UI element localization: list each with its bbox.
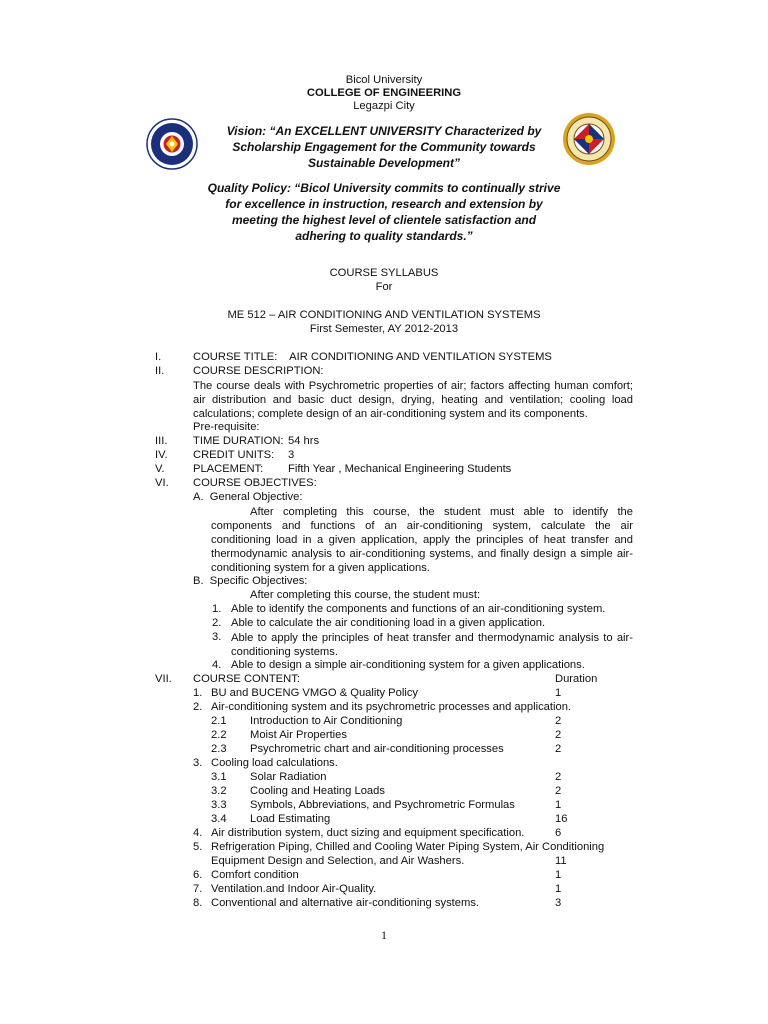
content-number: 3. bbox=[193, 757, 203, 769]
course-content-heading: COURSE CONTENT: bbox=[193, 673, 300, 685]
syllabus-for: For bbox=[375, 281, 393, 293]
section-num-vii: VII. bbox=[155, 673, 172, 685]
vision-line-3: Sustainable Development” bbox=[307, 156, 461, 170]
section-num-vi: VI. bbox=[155, 477, 169, 489]
specific-objectives-label: B. Specific Objectives: bbox=[193, 575, 308, 587]
content-duration: 2 bbox=[555, 743, 562, 755]
objective-text: Able to design a simple air-conditioning system for a given applications. bbox=[231, 659, 585, 671]
content-topic: Air distribution system, duct sizing and equipment specification. bbox=[211, 827, 525, 839]
content-topic: Refrigeration Piping, Chilled and Cooling Water Piping System, Air Conditioning bbox=[211, 841, 605, 853]
city-name: Legazpi City bbox=[353, 100, 415, 112]
specific-objectives-intro: After completing this course, the student must: bbox=[250, 589, 481, 601]
content-number: 2.3 bbox=[211, 743, 227, 755]
duration-header: Duration bbox=[555, 673, 598, 685]
content-topic: Cooling and Heating Loads bbox=[250, 785, 385, 797]
time-duration-label: TIME DURATION: bbox=[193, 435, 284, 447]
credit-units-value: 3 bbox=[288, 449, 295, 461]
content-topic: Solar Radiation bbox=[250, 771, 327, 783]
vision-line-2: Scholarship Engagement for the Community towards bbox=[232, 140, 536, 154]
content-duration: 2 bbox=[555, 715, 562, 727]
objective-number: 3. bbox=[212, 631, 222, 643]
general-objective-text: After completing this course, the student must able to identify the components and functions of an air-conditioning system, calculate the air conditioning load in a given application, apply the principles of heat transfer and thermodynamic analysis to air-conditioning systems, and finally design a simple air-conditioning system for a given applications. bbox=[211, 506, 633, 574]
course-description: The course deals with Psychrometric properties of air; factors affecting human comfort; air distribution and basic duct design, drying, heating and ventilation; cooling load calculations; complete design of an air-conditioning system and its components. bbox=[193, 380, 633, 420]
objective-text: Able to apply the principles of heat transfer and thermodynamic analysis to air-conditioning systems. bbox=[231, 632, 633, 658]
content-topic: Cooling load calculations. bbox=[211, 757, 338, 769]
placement-value: Fifth Year , Mechanical Engineering Students bbox=[288, 463, 512, 475]
course-code-title: ME 512 – AIR CONDITIONING AND VENTILATION SYSTEMS bbox=[227, 309, 541, 321]
quality-policy-line-3: meeting the highest level of clientele satisfaction and bbox=[231, 213, 537, 227]
content-duration: 2 bbox=[555, 785, 562, 797]
course-objectives-heading: COURSE OBJECTIVES: bbox=[193, 477, 317, 489]
content-number: 7. bbox=[193, 883, 203, 895]
content-duration: 1 bbox=[555, 687, 562, 699]
objective-number: 1. bbox=[212, 603, 222, 615]
content-topic: Comfort condition bbox=[211, 869, 299, 881]
vision-line-1: Vision: “An EXCELLENT UNIVERSITY Characterized by bbox=[226, 124, 542, 138]
content-topic: Moist Air Properties bbox=[250, 729, 347, 741]
content-duration: 11 bbox=[555, 855, 567, 867]
course-title: COURSE TITLE: AIR CONDITIONING AND VENTILATION SYSTEMS bbox=[193, 351, 552, 363]
content-number: 6. bbox=[193, 869, 203, 881]
page-number: 1 bbox=[381, 928, 387, 942]
content-topic: Ventilation.and Indoor Air-Quality. bbox=[211, 883, 377, 895]
quality-policy-line-1: Quality Policy: “Bicol University commits to continually strive bbox=[207, 181, 561, 195]
credit-units-label: CREDIT UNITS: bbox=[193, 449, 275, 461]
content-duration: 2 bbox=[555, 771, 562, 783]
section-num-iii: III. bbox=[155, 435, 168, 447]
general-objective-label: A. General Objective: bbox=[193, 491, 303, 503]
content-duration: 3 bbox=[555, 897, 562, 909]
college-name: COLLEGE OF ENGINEERING bbox=[306, 87, 462, 99]
content-topic-continued: Equipment Design and Selection, and Air Washers. bbox=[211, 855, 465, 867]
university-name: Bicol University bbox=[345, 74, 423, 86]
content-topic: BU and BUCENG VMGO & Quality Policy bbox=[211, 687, 419, 699]
objective-number: 4. bbox=[212, 659, 222, 671]
content-number: 4. bbox=[193, 827, 203, 839]
objective-number: 2. bbox=[212, 617, 222, 629]
content-duration: 6 bbox=[555, 827, 562, 839]
content-topic: Psychrometric chart and air-conditioning processes bbox=[250, 743, 504, 755]
prerequisite: Pre-requisite: bbox=[193, 421, 260, 433]
content-duration: 1 bbox=[555, 799, 562, 811]
content-duration: 2 bbox=[555, 729, 562, 741]
content-number: 2.2 bbox=[211, 729, 227, 741]
time-duration-value: 54 hrs bbox=[288, 435, 320, 447]
course-description-heading: COURSE DESCRIPTION: bbox=[193, 365, 324, 377]
section-num-iv: IV. bbox=[155, 449, 168, 461]
section-num-ii: II. bbox=[155, 365, 165, 377]
content-topic: Introduction to Air Conditioning bbox=[250, 715, 403, 727]
objective-text: Able to identify the components and functions of an air-conditioning system. bbox=[231, 603, 606, 615]
content-number: 3.1 bbox=[211, 771, 227, 783]
content-duration: 1 bbox=[555, 869, 562, 881]
content-number: 1. bbox=[193, 687, 203, 699]
placement-label: PLACEMENT: bbox=[193, 463, 264, 475]
content-duration: 16 bbox=[555, 813, 568, 825]
content-number: 2. bbox=[193, 701, 203, 713]
content-duration: 1 bbox=[555, 883, 562, 895]
content-topic: Air-conditioning system and its psychrometric processes and application. bbox=[211, 701, 572, 713]
content-number: 8. bbox=[193, 897, 203, 909]
quality-policy-line-2: for excellence in instruction, research and extension by bbox=[225, 197, 543, 211]
section-num-i: I. bbox=[155, 351, 162, 363]
content-number: 3.3 bbox=[211, 799, 227, 811]
syllabus-heading: COURSE SYLLABUS bbox=[329, 267, 439, 279]
content-number: 3.2 bbox=[211, 785, 227, 797]
content-number: 2.1 bbox=[211, 715, 227, 727]
quality-policy-line-4: adhering to quality standards.” bbox=[295, 229, 473, 243]
objective-text: Able to calculate the air conditioning load in a given application. bbox=[231, 617, 546, 629]
content-topic: Conventional and alternative air-conditioning systems. bbox=[211, 897, 480, 909]
content-number: 5. bbox=[193, 841, 203, 853]
content-topic: Symbols, Abbreviations, and Psychrometric Formulas bbox=[250, 799, 515, 811]
section-num-v: V. bbox=[155, 463, 165, 475]
content-topic: Load Estimating bbox=[250, 813, 331, 825]
semester: First Semester, AY 2012-2013 bbox=[309, 323, 459, 335]
content-number: 3.4 bbox=[211, 813, 227, 825]
